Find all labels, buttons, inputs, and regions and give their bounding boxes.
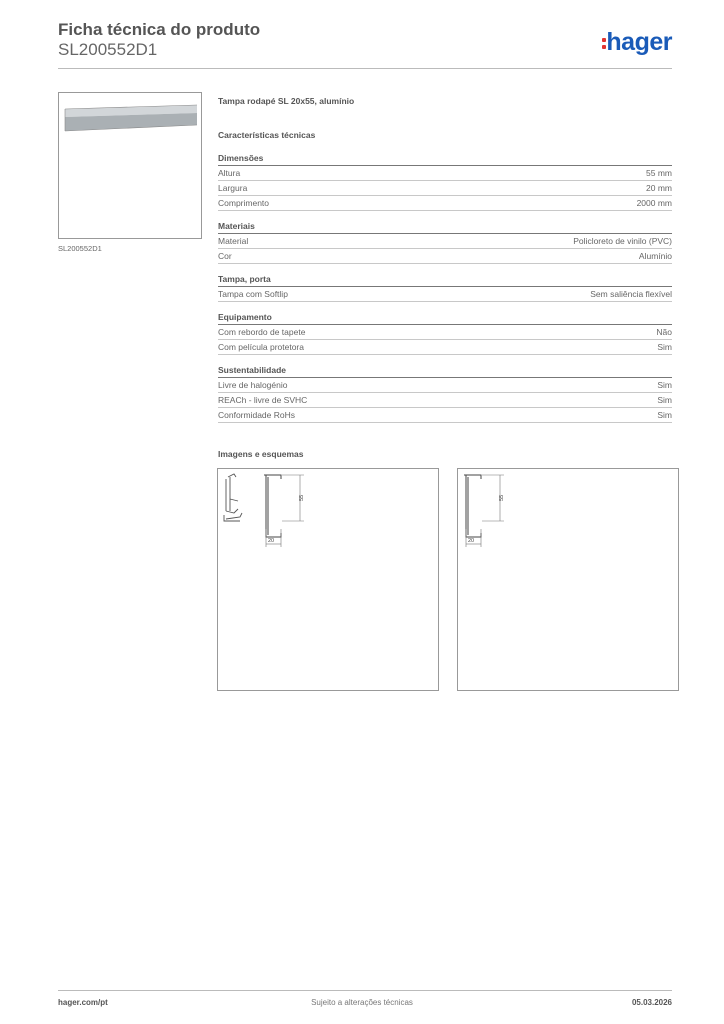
spec-group-equipment xyxy=(218,312,672,355)
spec-content xyxy=(218,96,672,433)
dim-height-label: 55 xyxy=(299,494,305,501)
technical-drawing-2 xyxy=(457,468,679,691)
spec-label: Altura xyxy=(218,168,241,178)
page-title: Ficha técnica do produto xyxy=(58,20,261,39)
product-image xyxy=(58,92,202,239)
spec-label: Comprimento xyxy=(218,198,270,208)
footer-disclaimer: Sujeito a alterações técnicas xyxy=(311,998,413,1007)
images-title: Imagens e esquemas xyxy=(218,449,304,459)
spec-value: 2000 mm xyxy=(636,198,672,208)
spec-label: Material xyxy=(218,236,249,246)
group-title: Tampa, porta xyxy=(218,274,672,287)
footer-divider xyxy=(58,990,672,991)
footer-website-link[interactable]: hager.com/pt xyxy=(58,998,108,1007)
spec-value: 20 mm xyxy=(646,183,672,193)
logo-text: hager xyxy=(606,28,672,56)
dim-width-label: 20 xyxy=(268,538,275,544)
header-divider xyxy=(58,68,672,69)
spec-row xyxy=(218,249,672,264)
spec-label: Com película protetora xyxy=(218,342,304,352)
group-title: Dimensões xyxy=(218,153,672,166)
group-title: Sustentabilidade xyxy=(218,365,672,378)
spec-group-dimensions xyxy=(218,153,672,211)
spec-value: Sim xyxy=(657,342,672,352)
spec-value: 55 mm xyxy=(646,168,672,178)
spec-label: REACh - livre de SVHC xyxy=(218,395,308,405)
product-illustration-icon xyxy=(59,93,203,240)
product-image-caption: SL200552D1 xyxy=(58,244,102,253)
spec-value: Sim xyxy=(657,395,672,405)
technical-drawing-1 xyxy=(217,468,439,691)
spec-label: Livre de halogénio xyxy=(218,380,288,390)
spec-row xyxy=(218,340,672,355)
spec-value: Sim xyxy=(657,380,672,390)
spec-row xyxy=(218,408,672,423)
spec-row xyxy=(218,181,672,196)
profile-drawing-icon xyxy=(218,469,440,692)
spec-value: Sim xyxy=(657,410,672,420)
footer-date: 05.03.2026 xyxy=(631,998,672,1007)
profile-drawing-icon xyxy=(458,469,680,692)
spec-row xyxy=(218,287,672,302)
spec-label: Com rebordo de tapete xyxy=(218,327,306,337)
spec-row xyxy=(218,393,672,408)
dim-width-label: 20 xyxy=(468,538,475,544)
spec-row xyxy=(218,166,672,181)
spec-row xyxy=(218,196,672,211)
spec-row xyxy=(218,234,672,249)
spec-label: Largura xyxy=(218,183,248,193)
spec-group-materials xyxy=(218,221,672,264)
spec-row xyxy=(218,325,672,340)
product-code: SL200552D1 xyxy=(58,40,158,59)
spec-value: Alumínio xyxy=(638,251,672,261)
product-name: Tampa rodapé SL 20x55, alumínio xyxy=(218,96,355,106)
group-title: Materiais xyxy=(218,221,672,234)
spec-value: Sem saliência flexível xyxy=(590,289,672,299)
technical-characteristics-title: Características técnicas xyxy=(218,130,316,140)
spec-group-cover xyxy=(218,274,672,302)
spec-label: Conformidade RoHs xyxy=(218,410,296,420)
spec-label: Tampa com Softlip xyxy=(218,289,288,299)
dim-height-label: 55 xyxy=(499,494,505,501)
hager-logo xyxy=(602,28,672,57)
spec-value: Policloreto de vinilo (PVC) xyxy=(573,236,672,246)
group-title: Equipamento xyxy=(218,312,672,325)
spec-label: Cor xyxy=(218,251,232,261)
spec-group-sustainability xyxy=(218,365,672,423)
spec-row xyxy=(218,378,672,393)
spec-value: Não xyxy=(656,327,672,337)
